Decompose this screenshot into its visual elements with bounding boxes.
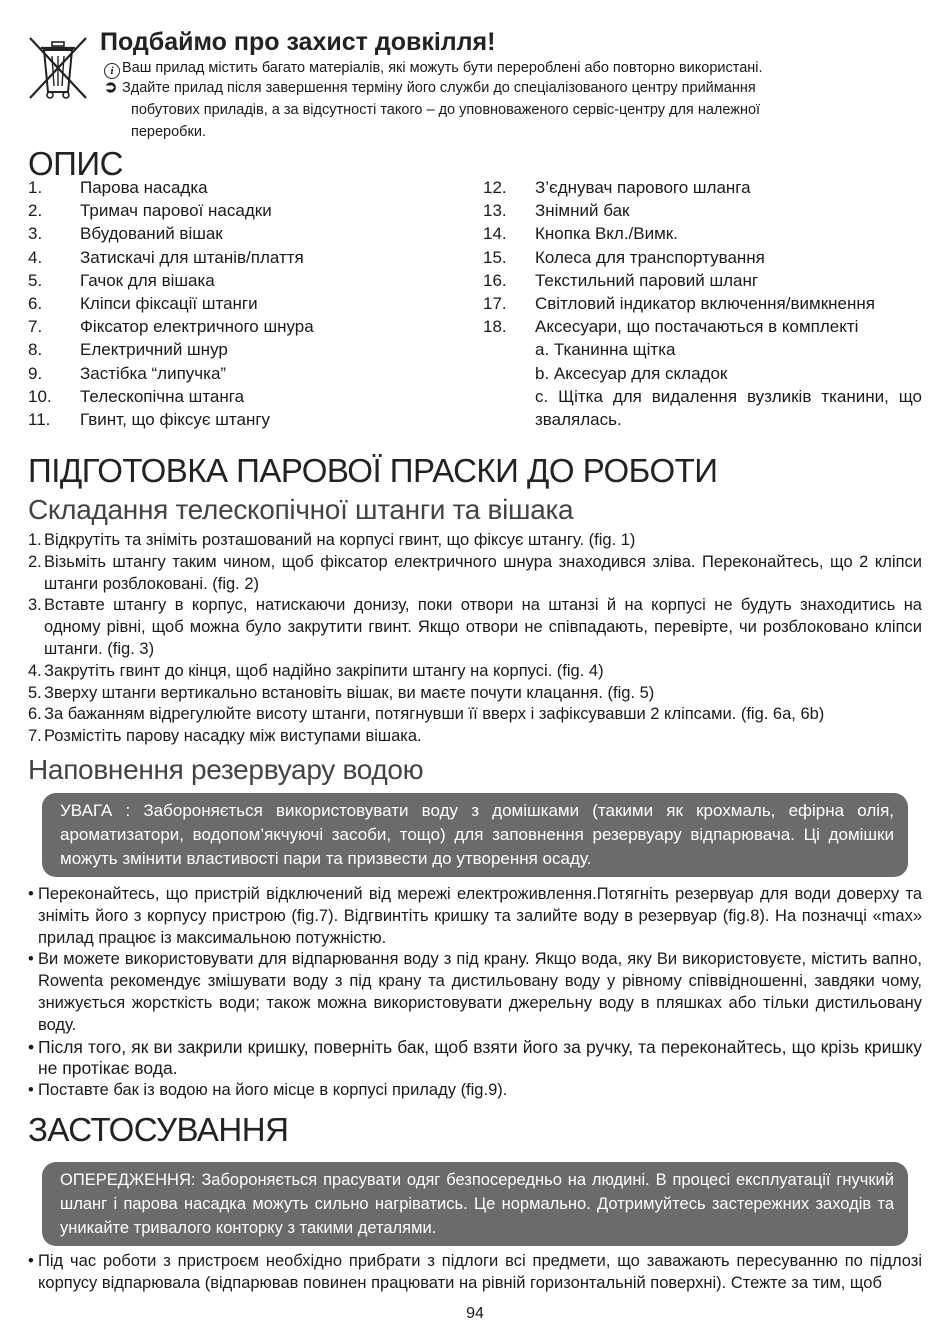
warning-box: УВАГА : Забороняється використовувати воду з домішками (такими як крохмаль, ефірна олія, ароматизатори, водопом’якчуючі засоби, тощо) для заповнення резервуару відпарювача. Ці домішки можуть змінити властивості пари та призвести до утворення осаду. xyxy=(42,793,908,877)
filling-bullets xyxy=(28,884,922,1102)
list-item: 4. Затискачі для штанів/плаття xyxy=(28,247,304,267)
list-item: 8. Електричний шнур xyxy=(28,340,228,360)
list-item: 1. Парова насадка xyxy=(28,178,208,197)
list-item: 17. Світловий індикатор включення/вимкнення xyxy=(483,294,875,314)
environment-title: Подбаймо про захист довкілля! xyxy=(100,28,496,56)
step-item: 5. Зверху штанги вертикально встановіть вішак, ви маєте почути клацання. (fig. 5) xyxy=(28,683,655,702)
accessory-item: c. Щітка для видалення вузликів тканини, що звалялась. xyxy=(535,386,922,430)
list-item: 13. Знімний бак xyxy=(483,201,630,221)
parts-list-left xyxy=(28,176,468,431)
step-item: 4. Закрутіть гвинт до кінця, щоб надійно закріпити штангу на корпусі. (fig. 4) xyxy=(28,661,604,680)
environment-recycle-line xyxy=(104,78,756,98)
info-icon: i xyxy=(104,63,120,79)
arrow-right-icon: ➲ xyxy=(104,79,118,96)
assembly-steps xyxy=(28,530,922,748)
step-item: 6. За бажанням відрегулюйте висоту штанги, потягнувши її вверх і зафіксувавши 2 кліпсами. (fig. 6a, 6b) xyxy=(28,705,825,724)
usage-bullets xyxy=(28,1251,922,1295)
step-item: 1. Відкрутіть та зніміть розташований на корпусі гвинт, що фіксує штангу. (fig. 1) xyxy=(28,531,636,549)
bullet-item: • Поставте бак із водою на його місце в корпусі приладу (fig.9). xyxy=(28,1081,508,1100)
bullet-item: • Ви можете використовувати для відпарювання воду з під крану. Якщо вода, яку Ви використовуєте, містить вапно, Rowenta рекомендує змішувати воду з під крану та дистильовану воду у рівному співвідношенні, завдяки чому, знижується жорсткість води; також можна використовувати джерельну воду в пляшках або тільки дистильовану воду. xyxy=(28,950,922,1034)
step-item: 2. Візьміть штангу таким чином, щоб фіксатор електричного шнура знаходився зліва. Переконайтесь, що 2 кліпси штанги розблоковані. (fig. 2) xyxy=(28,552,922,593)
accessory-item: b. Аксесуар для складок xyxy=(535,363,728,383)
environment-recycle-text-1: Здайте прилад після завершення терміну його служби до спеціалізованого центру приймання xyxy=(122,80,756,96)
list-item: 6. Кліпси фіксації штанги xyxy=(28,294,258,314)
preparation-title: ПІДГОТОВКА ПАРОВОЇ ПРАСКИ ДО РОБОТИ xyxy=(28,452,718,489)
list-item: 9. Застібка “липучка” xyxy=(28,363,227,383)
assembly-subtitle: Складання телескопічної штанги та вішака xyxy=(28,494,574,525)
list-item: 12. З’єднувач парового шланга xyxy=(483,178,751,197)
list-item: 15. Колеса для транспортування xyxy=(483,247,765,267)
list-item: 16. Текстильний паровий шланг xyxy=(483,270,759,290)
environment-recycle-text-2: побутових приладів, а за відсутності такого – до уповноваженого сервіс-центру для належної xyxy=(131,102,761,118)
step-item: 7. Розмістіть парову насадку між виступами вішака. xyxy=(28,727,422,746)
bullet-item: • Переконайтесь, що пристрій відключений від мережі електроживлення.Потягніть резервуар для води доверху та зніміть його з корпусу пристрою (fig.7). Відгвинтіть кришку та залийте воду в резервуар (fig.8). На позначці «max» прилад працює із максимальною потужністю. xyxy=(28,885,922,947)
crossed-out-bin-icon xyxy=(28,34,88,102)
list-item: 18. Аксесуари, що постачаються в комплекті xyxy=(483,317,859,337)
description-title: ОПИС xyxy=(28,145,123,182)
caution-box: ОПЕРЕДЖЕННЯ: Забороняється прасувати одяг безпосередньо на людині. В процесі експлуатації гнучкий шланг і парова насадка можуть сильно нагріватись. Це нормально. Дотримуйтесь застережних заходів та уникайте тривалого конторку з такими деталями. xyxy=(42,1162,908,1246)
environment-recycle-text-3: переробки. xyxy=(131,124,206,140)
list-item: 14. Кнопка Вкл./Вимк. xyxy=(483,224,678,244)
bullet-item: • Під час роботи з пристроєм необхідно прибрати з підлоги всі предмети, що заважають пересуванню по підлозі корпусу відпарювала (відпарював повинен працювати на рівній горизонтальній поверхні). Стежте за тим, щоб xyxy=(28,1252,922,1292)
parts-list-right xyxy=(483,176,922,431)
step-item: 3. Вставте штангу в корпус, натискаючи донизу, поки отвори на штанзі й на корпусі не будуть знаходитись на одному рівні, щоб можна було закрутити гвинт. Якщо отвори не співпадають, перевірте, чи розблоковано кліпси штанги. (fig. 3) xyxy=(28,596,922,658)
accessory-item: a. Тканинна щітка xyxy=(535,340,676,360)
list-item: 5. Гачок для вішака xyxy=(28,270,215,290)
list-item: 2. Тримач парової насадки xyxy=(28,201,272,221)
list-item: 3. Вбудований вішак xyxy=(28,224,223,244)
page-number: 94 xyxy=(466,1305,484,1322)
list-item: 10. Телескопічна штанга xyxy=(28,386,245,406)
list-item: 7. Фіксатор електричного шнура xyxy=(28,317,314,337)
environment-info-line xyxy=(104,58,763,79)
environment-section xyxy=(28,28,922,146)
bullet-item: • Після того, як ви закрили кришку, поверніть бак, щоб взяти його за ручку, та переконайтесь, що крізь кришку не протікає вода. xyxy=(28,1036,922,1079)
environment-info-text: Ваш прилад містить багато матеріалів, які можуть бути перероблені або повторно використані. xyxy=(122,60,763,76)
list-item: 11. Гвинт, що фіксує штангу xyxy=(28,410,271,430)
filling-subtitle: Наповнення резервуару водою xyxy=(28,754,424,785)
usage-title: ЗАСТОСУВАННЯ xyxy=(28,1111,289,1148)
